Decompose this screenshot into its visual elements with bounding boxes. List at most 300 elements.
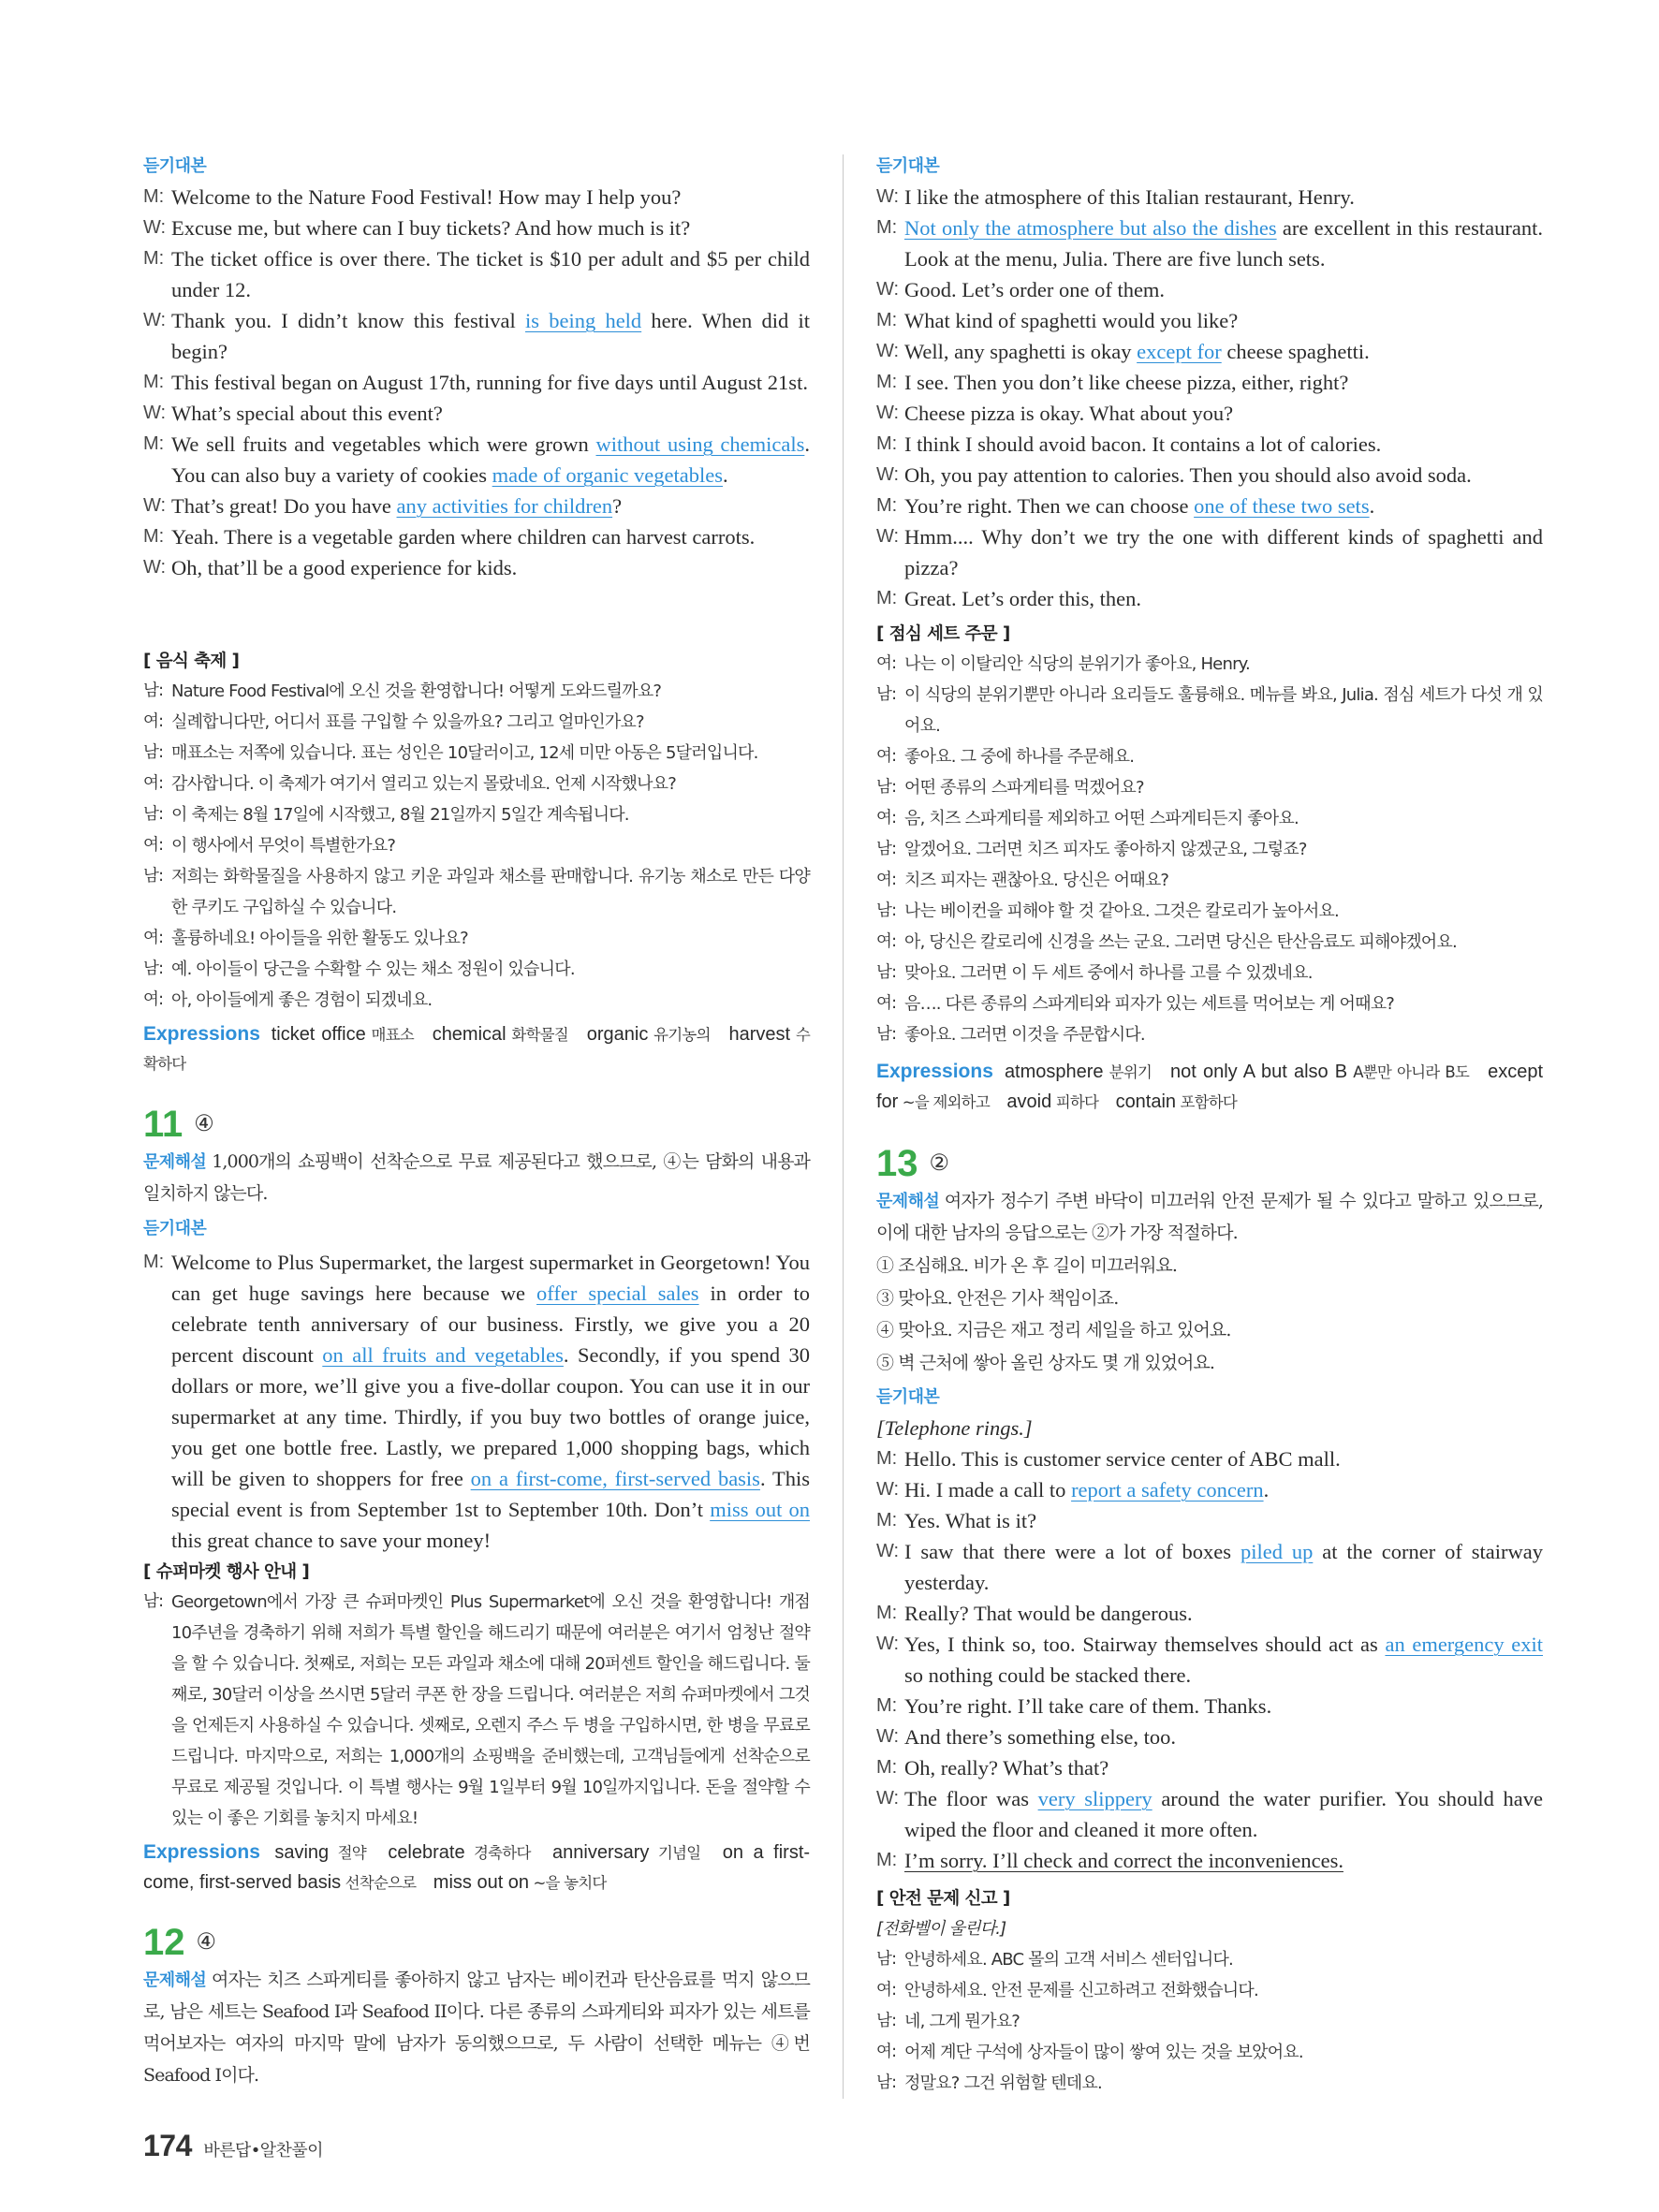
question-header [143, 1921, 810, 1964]
line-text: 이 행사에서 무엇이 특별한가요? [171, 836, 396, 856]
speaker-label: M: [876, 217, 898, 238]
speaker-label: M: [876, 1510, 898, 1531]
speaker-label: 여: [143, 929, 164, 947]
translation-line [876, 2068, 1543, 2099]
line-text [171, 491, 810, 521]
text-segment: Hello. This is customer service center of ABC mall. [904, 1447, 1341, 1471]
speaker-label: M: [143, 433, 165, 454]
speaker-label: W: [876, 1633, 900, 1654]
translation [143, 676, 810, 1016]
text-segment: . This special event is from September 1st to September 10th. Don’t [171, 1467, 810, 1521]
speaker-label: 여: [876, 871, 897, 889]
dialogue-line [876, 1845, 1543, 1876]
dialogue-line [876, 460, 1543, 491]
explanation-label: 문제해설 [876, 1192, 940, 1211]
translation-line [876, 680, 1543, 741]
line-text [904, 1721, 1543, 1752]
line-text [904, 182, 1543, 212]
key-phrase: offer special sales [536, 1282, 699, 1305]
line-text [171, 243, 810, 305]
line-text [904, 336, 1543, 367]
answer-options [876, 1250, 1543, 1379]
speaker-label: W: [876, 1726, 900, 1747]
speaker-label: 남: [876, 778, 897, 797]
dialogue [876, 182, 1543, 614]
translation [143, 1587, 810, 1834]
text-segment: Welcome to the Nature Food Festival! How may I help you? [171, 185, 682, 209]
dialogue-line [876, 429, 1543, 460]
speaker-label: 남: [143, 681, 164, 700]
expression-meaning: 분위기 [1108, 1063, 1152, 1081]
speaker-label: W: [143, 557, 167, 578]
section-title: [ 안전 문제 신고 ] [876, 1889, 1010, 1909]
line-text [904, 460, 1543, 491]
text-segment: Excuse me, but where can I buy tickets? And how much is it? [171, 216, 691, 240]
expression-meaning: 화학물질 [511, 1026, 568, 1044]
text-segment: Hmm.... Why don’t we try the one with different kinds of spaghetti and pizza? [904, 525, 1543, 579]
line-text: 좋아요. 그러면 이것을 주문합시다. [904, 1025, 1145, 1045]
speaker-label: 남: [876, 901, 897, 920]
script-label: 듣기대본 [143, 1219, 207, 1238]
explanation-label: 문제해설 [143, 1970, 207, 1990]
line-text: 치즈 피자는 괜찮아요. 당신은 어때요? [904, 871, 1169, 890]
speaker-label: 남: [143, 743, 164, 762]
text-segment: Really? That would be dangerous. [904, 1602, 1193, 1625]
translation-line [876, 803, 1543, 834]
speaker-label: W: [143, 403, 167, 423]
speaker-label: W: [876, 464, 900, 485]
explanation-label: 문제해설 [143, 1152, 207, 1172]
speaker-label: 남: [143, 805, 164, 824]
answer-option: ④ 맞아요. 지금은 재고 정리 세일을 하고 있어요. [876, 1320, 1231, 1340]
question-header [876, 1142, 1543, 1185]
line-text [904, 429, 1543, 460]
translation-line [876, 865, 1543, 896]
dialogue [876, 1443, 1543, 1876]
script-label: 듣기대본 [143, 156, 207, 176]
dialogue-line [876, 1536, 1543, 1598]
text-segment: The floor was [904, 1787, 1038, 1810]
line-text: 아, 아이들에게 좋은 경험이 되겠네요. [171, 990, 433, 1010]
text-segment: This festival began on August 17th, running for five days until August 21st. [171, 371, 808, 394]
speaker-label: 남: [876, 840, 897, 858]
expression-term: miss out on [433, 1872, 530, 1893]
key-phrase: without using chemicals [595, 432, 805, 456]
key-phrase: very slippery [1037, 1787, 1152, 1810]
dialogue-line [876, 583, 1543, 614]
speaker-label: 여: [876, 747, 897, 766]
speaker-label: M: [876, 1695, 898, 1716]
section-title: [ 점심 세트 주문 ] [876, 624, 1010, 644]
expression-meaning: 선착순으로 [345, 1874, 417, 1892]
translation-line [143, 923, 810, 954]
explanation-text: 여자는 치즈 스파게티를 좋아하지 않고 남자는 베이컨과 탄산음료를 먹지 않으므로, 남은 세트는 Seafood I과 Seafood II이다. 다른 종류의 스파게티와 피자가 있는 세트를 먹어보자는 여자의 마지막 말에 남자가 동의했으므로, 두 사람이 선택한 메뉴는 ④번 Seafood I이다. [143, 1970, 810, 2086]
translation-line [876, 958, 1543, 989]
underlined-answer: I’m sorry. I’ll check and correct the inconveniences. [904, 1849, 1343, 1872]
dialogue-line [876, 1721, 1543, 1752]
dialogue-line [143, 182, 810, 212]
translation-line [143, 861, 810, 923]
translation-line [876, 741, 1543, 772]
dialogue-line [143, 243, 810, 305]
dialogue-line [143, 367, 810, 398]
question-12-section [143, 1921, 810, 2092]
speaker-label: 남: [876, 2073, 897, 2092]
text-segment: around the water purifier. You should have wiped the floor and cleaned it more often. [904, 1787, 1543, 1841]
speaker-label: 남: [876, 2012, 897, 2030]
translation-line [143, 707, 810, 738]
expressions [143, 1020, 810, 1079]
dialogue-line [876, 305, 1543, 336]
dialogue-line [876, 491, 1543, 521]
speaker-label: M: [876, 433, 898, 454]
question-11-section [143, 1103, 810, 1556]
line-text: 나는 베이컨을 피해야 할 것 같아요. 그것은 칼로리가 높아서요. [904, 901, 1339, 921]
text-segment: Oh, you pay attention to calories. Then you should also avoid soda. [904, 463, 1472, 487]
speaker-label: 남: [876, 685, 897, 704]
text-segment: Hi. I made a call to [904, 1478, 1072, 1502]
expression-meaning: 유기농의 [653, 1026, 711, 1044]
key-phrase: Not only the atmosphere but also the dishes [904, 216, 1277, 240]
answer-option: ③ 맞아요. 안전은 기사 책임이죠. [876, 1287, 1119, 1309]
stage-direction: [Telephone rings.] [876, 1416, 1033, 1440]
page-number: 174 [143, 2129, 192, 2162]
dialogue-line [876, 1443, 1543, 1474]
key-phrase: on all fruits and vegetables [322, 1343, 564, 1367]
stage-direction: [전화벨이 울린다.] [876, 1919, 1006, 1939]
speaker-label: M: [876, 1603, 898, 1623]
script-label: 듣기대본 [876, 1387, 940, 1407]
line-text: 좋아요. 그 중에 하나를 주문해요. [904, 747, 1135, 767]
text-segment: in order to celebrate tenth anniversary of our business. Firstly, we give you a 20 percent discount [171, 1282, 810, 1367]
line-text [904, 491, 1543, 521]
key-phrase: report a safety concern [1071, 1478, 1264, 1502]
text-segment: Great. Let’s order this, then. [904, 587, 1142, 610]
question-number: 11 [143, 1104, 184, 1145]
line-text [904, 1691, 1543, 1721]
book-title: 바른답•알찬풀이 [203, 2141, 323, 2161]
dialogue-line [876, 212, 1543, 274]
text-segment: this great chance to save your money! [171, 1529, 492, 1552]
line-text: 실례합니다만, 어디서 표를 구입할 수 있을까요? 그리고 얼마인가요? [171, 712, 644, 732]
key-phrase: an emergency exit [1385, 1633, 1543, 1656]
line-text [904, 583, 1543, 614]
line-text [171, 367, 810, 398]
speaker-label: W: [876, 403, 900, 423]
text-segment: You’re right. Then we can choose [904, 494, 1195, 518]
speaker-label: W: [876, 341, 900, 361]
expression-term: chemical [432, 1024, 507, 1045]
speaker-label: W: [876, 1479, 900, 1500]
question-header [143, 1103, 810, 1146]
text-segment: . Secondly, if you spend 30 dollars or more, we’ll give you a five-dollar coupon. You can use it in our supermarket at any time. Thirdly, if you buy two bottles of orange juice, you get one bottle free. Lastly, we prepared 1,000 shopping bags, which will be given to shoppers for free [171, 1343, 811, 1490]
text-segment: . [1369, 494, 1375, 518]
text-segment: Yeah. There is a vegetable garden where children can harvest carrots. [171, 525, 756, 549]
speaker-label: 여: [143, 990, 164, 1009]
expression-meaning: 수확하다 [143, 1026, 810, 1073]
key-phrase: on a first-come, first-served basis [470, 1467, 760, 1490]
speaker-label: 여: [876, 809, 897, 828]
translation [876, 1944, 1543, 2099]
line-text: 이 축제는 8월 17일에 시작했고, 8월 21일까지 5일간 계속됩니다. [171, 805, 629, 825]
text-segment: cheese spaghetti. [1221, 340, 1370, 363]
expression-meaning: 절약 [337, 1844, 366, 1862]
speaker-label: 남: [143, 960, 164, 978]
dialogue-line [143, 305, 810, 367]
speaker-label: 여: [143, 712, 164, 731]
translation-line [876, 927, 1543, 958]
text-segment: . [723, 463, 728, 487]
text-segment: are excellent in this restaurant. Look at the menu, Julia. There are five lunch sets. [904, 216, 1543, 271]
text-segment: Oh, really? What’s that? [904, 1756, 1109, 1780]
speaker-label: 남: [876, 1950, 897, 1969]
dialogue-line [876, 1474, 1543, 1505]
speaker-label: 남: [876, 1025, 897, 1044]
line-text [171, 398, 810, 429]
line-text: 감사합니다. 이 축제가 여기서 열리고 있는지 몰랐네요. 언제 시작했나요? [171, 774, 677, 794]
speaker-label: W: [876, 526, 900, 547]
line-text: Nature Food Festival에 오신 것을 환영합니다! 어떻게 도와드릴까요? [171, 681, 662, 701]
translation-line [143, 799, 810, 830]
line-text: 음, 치즈 스파게티를 제외하고 어떤 스파게티든지 좋아요. [904, 809, 1299, 828]
translation-line [143, 954, 810, 985]
line-text: 네, 그게 뭔가요? [904, 2012, 1020, 2031]
translation-line [876, 649, 1543, 680]
expression-meaning: A뿐만 아니라 B도 [1353, 1063, 1470, 1081]
text-segment: Yes, I think so, too. Stairway themselves should act as [904, 1633, 1386, 1656]
text-segment: You’re right. I’ll take care of them. Thanks. [904, 1694, 1272, 1718]
speaker-label: 여: [876, 994, 897, 1013]
translation-line [143, 830, 810, 861]
dialogue-line [143, 521, 810, 552]
text-segment: And there’s something else, too. [904, 1725, 1176, 1749]
line-text: 정말요? 그건 위험할 텐데요. [904, 2073, 1102, 2093]
expression-term: contain [1115, 1091, 1177, 1112]
explanation-paragraph [143, 1965, 810, 2092]
text-segment: I like the atmosphere of this Italian restaurant, Henry. [904, 185, 1355, 209]
dialogue-line [143, 1247, 810, 1556]
translation-line [143, 1587, 810, 1834]
text-segment: Good. Let’s order one of them. [904, 278, 1166, 301]
speaker-label: M: [876, 588, 898, 608]
line-text: 훌륭하네요! 아이들을 위한 활동도 있나요? [171, 929, 468, 948]
text-segment: Welcome to Plus Supermarket, the largest supermarket in Georgetown! You can get huge savings here because we [171, 1251, 810, 1305]
line-text: 알겠어요. 그러면 치즈 피자도 좋아하지 않겠군요, 그렇죠? [904, 840, 1307, 859]
translation-line [876, 834, 1543, 865]
dialogue-line [143, 429, 810, 491]
line-text: 어떤 종류의 스파게티를 먹겠어요? [904, 778, 1144, 798]
speaker-label: 남: [143, 867, 164, 886]
translation-line [143, 985, 810, 1016]
translation-line [876, 989, 1543, 1019]
text-segment: Thank you. I didn’t know this festival [171, 309, 525, 332]
key-phrase: miss out on [710, 1498, 810, 1521]
dialogue-line [143, 491, 810, 521]
translation-line [143, 676, 810, 707]
line-text [171, 212, 810, 243]
answer-choice: ④ [196, 1929, 217, 1955]
speaker-label: W: [876, 1788, 900, 1809]
explanation-text: 1,000개의 쇼핑백이 선착순으로 무료 제공된다고 했으므로, ④는 담화의 내용과 일치하지 않는다. [143, 1151, 810, 1204]
key-phrase: any activities for children [396, 494, 613, 518]
speaker-label: 남: [143, 1592, 164, 1611]
speaker-label: M: [143, 526, 165, 547]
answer-option: ⑤ 벽 근처에 쌓아 올린 상자도 몇 개 있었어요. [876, 1352, 1215, 1373]
expression-term: harvest [728, 1024, 791, 1045]
text-segment: I see. Then you don’t like cheese pizza, either, right? [904, 371, 1349, 394]
line-text: 이 식당의 분위기뿐만 아니라 요리들도 훌륭해요. 메뉴를 봐요, Julia. 점심 세트가 다섯 개 있어요. [904, 685, 1543, 736]
key-phrase: piled up [1240, 1540, 1314, 1563]
speaker-label: M: [143, 1252, 165, 1272]
line-text [171, 429, 810, 491]
translation-line [876, 1019, 1543, 1050]
expression-term: avoid [1006, 1091, 1052, 1112]
question-number: 13 [876, 1143, 918, 1184]
speaker-label: 남: [876, 963, 897, 982]
line-text [904, 1536, 1543, 1598]
answer-choice: ④ [194, 1111, 214, 1136]
text-segment: ? [612, 494, 623, 518]
speaker-label: M: [143, 372, 165, 392]
line-text [904, 1443, 1543, 1474]
line-text [171, 182, 810, 212]
line-text [904, 1629, 1543, 1691]
explanation-paragraph [876, 1186, 1543, 1250]
expression-term: celebrate [388, 1842, 465, 1863]
line-text: 안녕하세요. ABC 몰의 고객 서비스 센터입니다. [904, 1950, 1233, 1970]
text-segment: here. When did it begin? [171, 309, 810, 363]
dialogue-line [876, 1505, 1543, 1536]
explanation-text: 여자가 정수기 주변 바닥이 미끄러워 안전 문제가 될 수 있다고 말하고 있으므로, 이에 대한 남자의 응답으로는 ②가 가장 적절하다. [876, 1191, 1543, 1243]
safety-call-translation-section [876, 1885, 1543, 2099]
translation-line [876, 1975, 1543, 2006]
translation-line [876, 2006, 1543, 2037]
question-number: 12 [143, 1922, 185, 1963]
expression-term: except for [876, 1062, 1544, 1112]
dialogue-line [876, 367, 1543, 398]
dialogue-line [143, 552, 810, 583]
line-text: 안녕하세요. 안전 문제를 신고하려고 전화했습니다. [904, 1981, 1258, 2000]
line-text [171, 552, 810, 583]
script-label: 듣기대본 [876, 156, 940, 176]
speaker-label: W: [143, 310, 167, 330]
line-text: 아, 당신은 칼로리에 신경을 쓰는 군요. 그러면 당신은 탄산음료도 피해야겠어요. [904, 932, 1457, 952]
speaker-label: 여: [143, 836, 164, 855]
section-title: [ 음식 축제 ] [143, 652, 240, 671]
speaker-label: M: [876, 1757, 898, 1778]
dialogue-line [876, 182, 1543, 212]
line-text: Georgetown에서 가장 큰 슈퍼마켓인 Plus Supermarket에 오신 것을 환영합니다! 개점 10주년을 경축하기 위해 저희가 특별 할인을 해드리기 때문에 여러분은 여기서 엄청난 절약을 할 수 있습니다. 첫째로, 저희는 모든 과일과 채소에 대해 20퍼센트 할인을 해드립니다. 둘째로, 30달러 이상을 쓰시면 5달러 쿠폰 한 장을 드립니다. 여러분은 저희 슈퍼마켓에서 그것을 언제든지 사용하실 수 있습니다. 셋째로, 오렌지 주스 두 병을 구입하시면, 한 병을 무료로 드립니다. 마지막으로, 저희는 1,000개의 쇼핑백을 준비했는데, 고객님들에게 선착순으로 무료로 제공될 것입니다. 이 특별 행사는 9월 1일부터 9월 10일까지입니다. 돈을 절약할 수 있는 이 좋은 기회를 놓치지 마세요! [171, 1592, 810, 1828]
dialogue-line [876, 274, 1543, 305]
text-segment: Yes. What is it? [904, 1509, 1037, 1532]
speaker-label: 여: [876, 1981, 897, 2000]
speaker-label: W: [876, 186, 900, 207]
expressions [876, 1058, 1543, 1118]
line-text [904, 521, 1543, 583]
text-segment: The ticket office is over there. The ticket is $10 per adult and $5 per child under 12. [171, 247, 810, 301]
question-13-section [876, 1142, 1543, 1379]
translation-line [876, 896, 1543, 927]
dialogue-line [876, 336, 1543, 367]
speaker-label: M: [876, 372, 898, 392]
dialogue-line [876, 1691, 1543, 1721]
dialogue-line [876, 1752, 1543, 1783]
expression-term: atmosphere [1004, 1062, 1104, 1082]
line-text: 저희는 화학물질을 사용하지 않고 키운 과일과 채소를 판매합니다. 유기농 채소로 만든 다양한 쿠키도 구입하실 수 있습니다. [171, 867, 810, 917]
expression-term: on a first-come, first-served basis [143, 1842, 811, 1893]
expression-term: anniversary [552, 1842, 650, 1863]
expression-meaning: 포함하다 [1180, 1093, 1238, 1111]
line-text [904, 1598, 1543, 1629]
expression-term: organic [586, 1024, 649, 1045]
expression-meaning: 매표소 [371, 1026, 414, 1044]
line-text: 맞아요. 그러면 이 두 세트 중에서 하나를 고를 수 있겠네요. [904, 963, 1313, 983]
line-text [904, 1845, 1543, 1876]
translation [876, 649, 1543, 1050]
food-festival-translation-section [143, 648, 810, 1079]
text-segment: . You can also buy a variety of cookies [171, 432, 810, 487]
line-text: 어제 계단 구석에 상자들이 많이 쌓여 있는 것을 보았어요. [904, 2043, 1303, 2062]
lunch-set-script-section [876, 151, 1543, 614]
speaker-label: 여: [876, 932, 897, 951]
speaker-label: 여: [876, 2043, 897, 2061]
explanation-paragraph [143, 1147, 810, 1210]
text-segment: at the corner of stairway yesterday. [904, 1540, 1543, 1594]
text-segment: . [1263, 1478, 1270, 1502]
line-text [171, 1247, 810, 1556]
speaker-label: M: [876, 495, 898, 516]
dialogue-line [143, 398, 810, 429]
speaker-label: M: [876, 1850, 898, 1870]
line-text [904, 398, 1543, 429]
text-segment: Oh, that’ll be a good experience for kids. [171, 556, 518, 579]
dialogue [143, 1247, 810, 1556]
line-text [904, 1474, 1543, 1505]
expression-meaning: 피하다 [1055, 1093, 1099, 1111]
speaker-label: M: [143, 186, 165, 207]
speaker-label: W: [143, 217, 167, 238]
line-text [904, 274, 1543, 305]
dialogue-line [876, 1783, 1543, 1845]
line-text: 예. 아이들이 당근을 수확할 수 있는 채소 정원이 있습니다. [171, 960, 575, 979]
supermarket-translation-section [143, 1559, 810, 1898]
expression-term: saving [274, 1842, 330, 1863]
line-text: 매표소는 저쪽에 있습니다. 표는 성인은 10달러이고, 12세 미만 아동은 5달러입니다. [171, 743, 758, 763]
speaker-label: 여: [143, 774, 164, 793]
speaker-label: W: [876, 1541, 900, 1561]
expressions-label: Expressions [143, 1023, 260, 1045]
speaker-label: W: [876, 279, 900, 300]
key-phrase: is being held [525, 309, 642, 332]
expression-term: not only A but also B [1170, 1062, 1348, 1082]
expressions-label: Expressions [143, 1841, 260, 1863]
line-text [904, 1752, 1543, 1783]
answer-option: ① 조심해요. 비가 온 후 길이 미끄러워요. [876, 1255, 1178, 1276]
expressions-label: Expressions [876, 1061, 993, 1082]
translation-line [876, 2037, 1543, 2068]
text-segment: What’s special about this event? [171, 402, 443, 425]
expression-meaning: ~을 놓치다 [533, 1874, 607, 1892]
dialogue-line [876, 1629, 1543, 1691]
line-text: 음…. 다른 종류의 스파게티와 피자가 있는 세트를 먹어보는 게 어때요? [904, 994, 1395, 1014]
line-text [904, 1783, 1543, 1845]
dialogue-line [876, 521, 1543, 583]
line-text [904, 367, 1543, 398]
line-text [904, 212, 1543, 274]
text-segment: so nothing could be stacked there. [904, 1663, 1192, 1687]
expression-meaning: 경축하다 [474, 1844, 531, 1862]
text-segment: That’s great! Do you have [171, 494, 397, 518]
